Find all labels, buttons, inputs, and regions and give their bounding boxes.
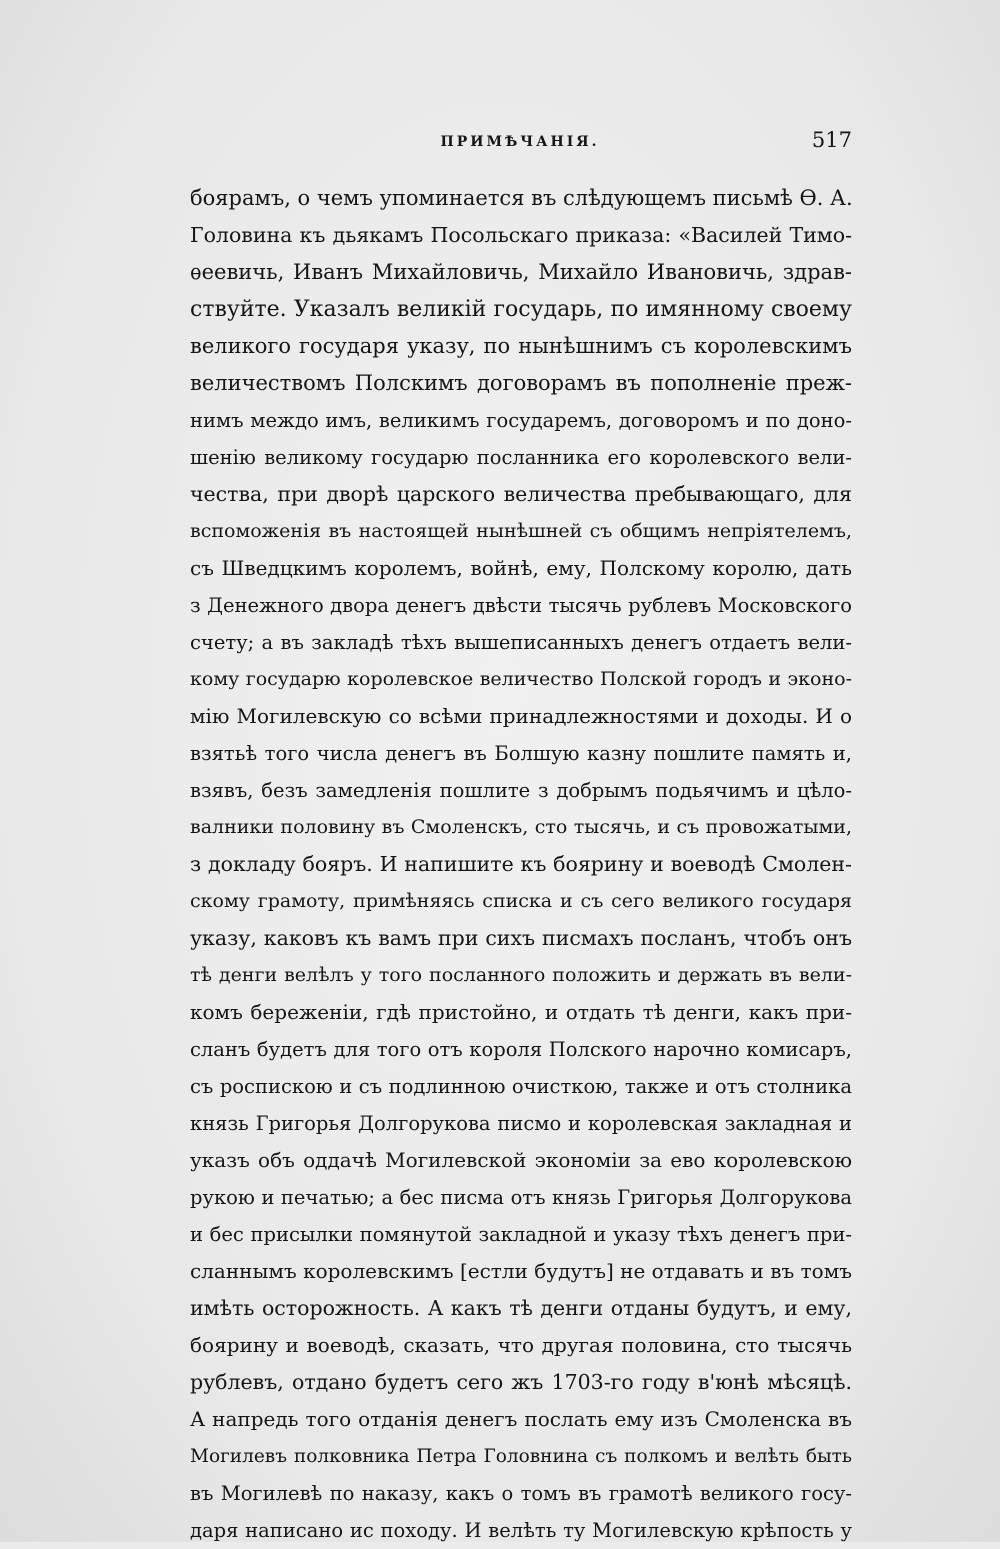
- text-line: шенію великому государю посланника его королевского вели-: [190, 446, 852, 469]
- text-line: кому государю королевское величество Полской городъ и эконо-: [190, 668, 852, 690]
- text-line: сланъ будетъ для того отъ короля Полского нарочно комисаръ,: [190, 1038, 852, 1061]
- text-line: великого государя указу, по нынѣшнимъ съ королевскимъ: [190, 334, 852, 358]
- text-line: комъ береженіи, гдѣ пристойно, и отдать тѣ денги, какъ при-: [190, 1000, 852, 1024]
- text-line: въ Могилевѣ по наказу, какъ о томъ въ грамотѣ великого госу-: [190, 1482, 852, 1505]
- text-line: князь Григорья Долгорукова писмо и королевская закладная и: [190, 1112, 852, 1135]
- text-line: даря написано ис походу. И велѣть ту Могилевскую крѣпость у: [190, 1519, 852, 1542]
- page-header-title: ПРИМѢЧАНІЯ.: [440, 134, 600, 150]
- text-line: боярину и воеводѣ, сказать, что другая половина, сто тысячь: [190, 1333, 852, 1357]
- text-line: ствуйте. Указалъ великій государь, по имянному своему: [190, 297, 852, 322]
- text-line: и бес присылки помянутой закладной и указу тѣхъ денегъ при-: [190, 1223, 852, 1246]
- text-line: рублевъ, отдано будетъ сего жъ 1703-го году в'юнѣ мѣсяцѣ.: [190, 1370, 852, 1394]
- text-line: ѳеевичь, Иванъ Михайловичь, Михайло Ивановичь, здрав-: [190, 260, 852, 284]
- text-line: взявъ, безъ замедленія пошлите з добрымъ подьячимъ и цѣло-: [190, 779, 852, 802]
- text-line: имѣть осторожность. А какъ тѣ денги отданы будутъ, и ему,: [190, 1296, 852, 1320]
- text-line: з Денежного двора денегъ двѣсти тысячь рублевъ Московского: [190, 594, 852, 617]
- text-line: взятьѣ того числа денегъ въ Болшую казну пошлите память и,: [190, 742, 852, 765]
- running-head: [188, 128, 852, 160]
- text-line: нимъ междо имъ, великимъ государемъ, договоромъ и по доно-: [190, 409, 852, 432]
- text-line: вспоможенія въ настоящей нынѣшней съ общимъ непріятелемъ,: [190, 520, 852, 542]
- text-line: скому грамоту, примѣняясь списка и съ сего великого государя: [190, 890, 852, 912]
- text-line: рукою и печатью; а бес писма отъ князь Григорья Долгорукова: [190, 1186, 852, 1209]
- text-line: Могилевъ полковника Петра Головнина съ полкомъ и велѣть быть: [190, 1446, 852, 1467]
- text-line: съ роспискою и съ подлинною очисткою, также и отъ столника: [190, 1075, 852, 1098]
- text-line: чества, при дворѣ царского величества пребывающаго, для: [190, 482, 852, 506]
- text-line: мію Могилевскую со всѣми принадлежностями и доходы. И о: [190, 704, 852, 728]
- text-line: съ Шведцкимъ королемъ, войнѣ, ему, Полскому королю, дать: [190, 556, 852, 580]
- text-line: величествомъ Полскимъ договорамъ въ пополненіе преж-: [190, 371, 852, 395]
- body-text: [190, 180, 852, 1549]
- page-number: 517: [811, 128, 852, 152]
- text-line: тѣ денги велѣлъ у того посланного положить и держать въ вели-: [190, 964, 852, 986]
- text-line: А напредь того отданія денегъ послать ему изъ Смоленска въ: [190, 1407, 852, 1431]
- text-line: указу, каковъ къ вамъ при сихъ писмахъ посланъ, чтобъ онъ: [190, 926, 852, 950]
- text-line: з докладу бояръ. И напишите къ боярину и воеводѣ Смолен-: [190, 852, 852, 876]
- text-line: указъ объ оддачѣ Могилевской экономіи за ево королевскою: [190, 1148, 852, 1172]
- text-line: Головина къ дьякамъ Посольскаго приказа: «Василей Тимо-: [190, 223, 852, 247]
- text-line: счету; а въ закладѣ тѣхъ вышеписанныхъ денегъ отдаетъ вели-: [190, 631, 852, 654]
- text-line: сланнымъ королевскимъ [естли будутъ] не отдавать и въ томъ: [190, 1259, 852, 1283]
- text-line: валники половину въ Смоленскъ, сто тысячь, и съ провожатыми,: [190, 816, 852, 838]
- text-line: боярамъ, о чемъ упоминается въ слѣдующемъ письмѣ Ѳ. А.: [190, 186, 853, 210]
